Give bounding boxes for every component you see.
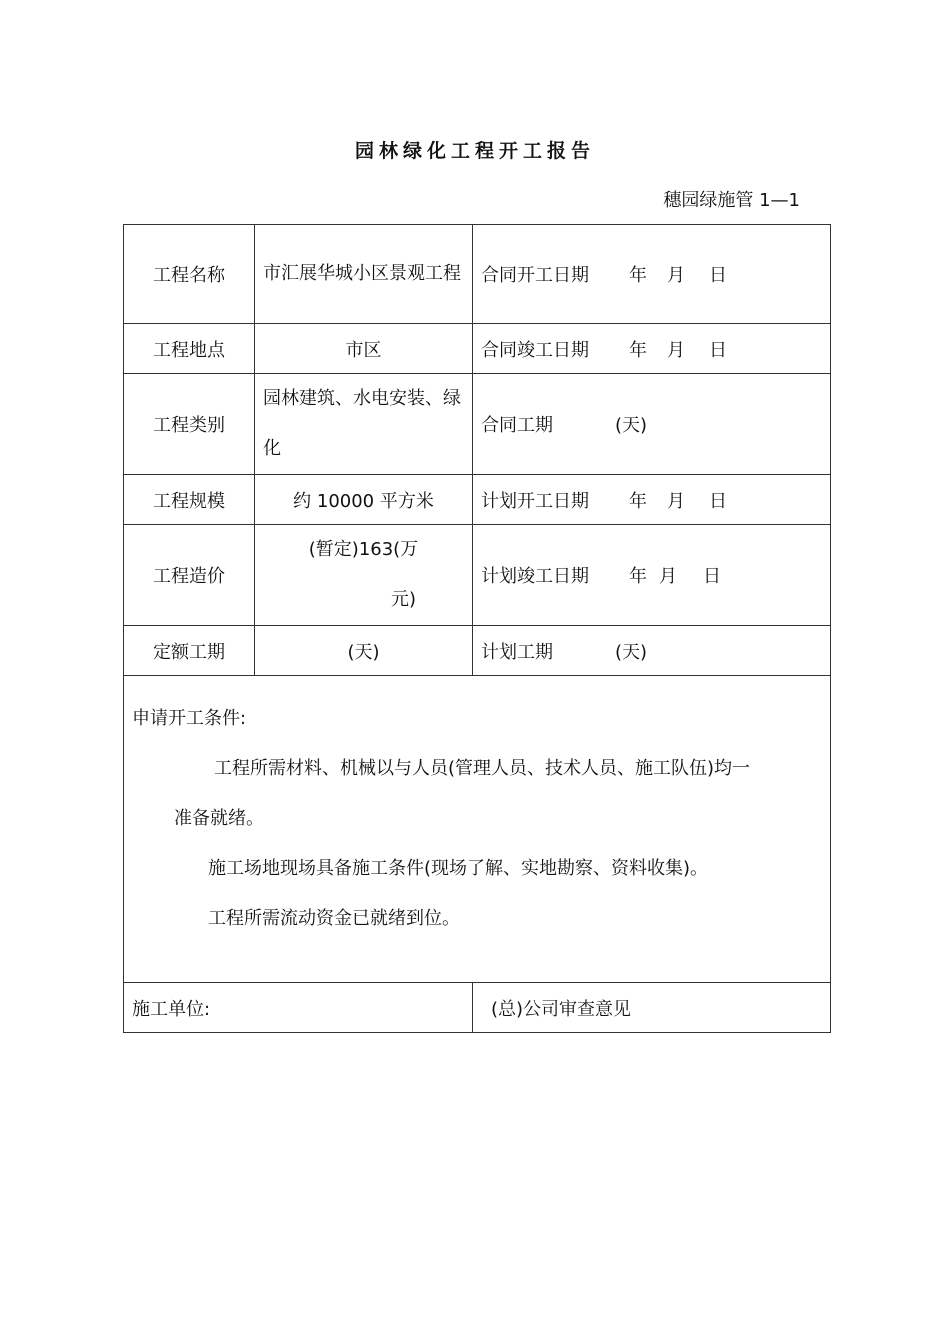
planned-end-date — [473, 525, 831, 626]
condition-item-1: 工程所需材料、机械以与人员(管理人员、技术人员、施工队伍)均一 — [214, 758, 751, 779]
row-project-cost — [124, 525, 831, 626]
label-project-name: 工程名称 — [124, 225, 255, 324]
document-title: 园林绿化工程开工报告 — [354, 140, 595, 162]
month-label: 月 — [659, 566, 677, 587]
label-planned-start: 计划开工日期 — [481, 490, 589, 512]
day-label: 日 — [709, 490, 727, 512]
contract-period — [473, 374, 831, 475]
start-conditions — [124, 676, 831, 983]
year-label: 年 — [629, 490, 647, 512]
contract-start-date — [473, 225, 831, 324]
row-project-category — [124, 374, 831, 475]
label-quota-period: 定额工期 — [124, 626, 255, 676]
row-project-location — [124, 324, 831, 374]
contract-period-unit: (天) — [615, 415, 648, 436]
label-planned-period: 计划工期 — [481, 641, 553, 663]
month-label: 月 — [667, 265, 685, 286]
condition-item-3: 工程所需流动资金已就绪到位。 — [208, 908, 460, 929]
start-report-form — [123, 224, 831, 1033]
row-project-name — [124, 225, 831, 324]
label-contract-end: 合同竣工日期 — [481, 339, 589, 361]
value-project-scale: 约 10000 平方米 — [255, 475, 473, 525]
year-label: 年 — [629, 265, 647, 286]
day-label: 日 — [703, 566, 721, 587]
label-project-scale: 工程规模 — [124, 475, 255, 525]
day-label: 日 — [709, 265, 727, 286]
cost-line-1: (暂定)163(万 — [308, 539, 419, 560]
planned-start-date — [473, 475, 831, 525]
company-review: (总)公司审查意见 — [473, 983, 831, 1033]
value-project-location: 市区 — [255, 324, 473, 374]
row-start-conditions — [124, 676, 831, 983]
condition-item-2: 施工场地现场具备施工条件(现场了解、实地勘察、资料收集)。 — [208, 858, 709, 879]
month-label: 月 — [667, 490, 685, 512]
year-label: 年 — [629, 339, 647, 361]
value-quota-period: (天) — [255, 626, 473, 676]
row-project-scale — [124, 475, 831, 525]
condition-item-1-cont: 准备就绪。 — [174, 808, 264, 829]
document-number: 穗园绿施管 1—1 — [663, 190, 800, 211]
value-project-name: 市汇展华城小区景观工程 — [255, 225, 473, 324]
cost-line-2: 元) — [390, 589, 416, 610]
label-planned-end: 计划竣工日期 — [481, 566, 589, 587]
conditions-heading: 申请开工条件: — [132, 708, 247, 729]
month-label: 月 — [667, 339, 685, 361]
day-label: 日 — [709, 339, 727, 361]
label-contract-start: 合同开工日期 — [481, 265, 589, 286]
row-signatures — [124, 983, 831, 1033]
planned-period-unit: (天) — [615, 641, 648, 663]
label-contract-period: 合同工期 — [481, 415, 553, 436]
label-project-location: 工程地点 — [124, 324, 255, 374]
value-project-category: 园林建筑、水电安装、绿化 — [255, 374, 473, 475]
row-quota-period — [124, 626, 831, 676]
label-project-category: 工程类别 — [124, 374, 255, 475]
year-label: 年 — [629, 566, 647, 587]
value-project-cost — [255, 525, 473, 626]
planned-period — [473, 626, 831, 676]
contractor-unit: 施工单位: — [124, 983, 473, 1033]
contract-end-date — [473, 324, 831, 374]
label-project-cost: 工程造价 — [124, 525, 255, 626]
